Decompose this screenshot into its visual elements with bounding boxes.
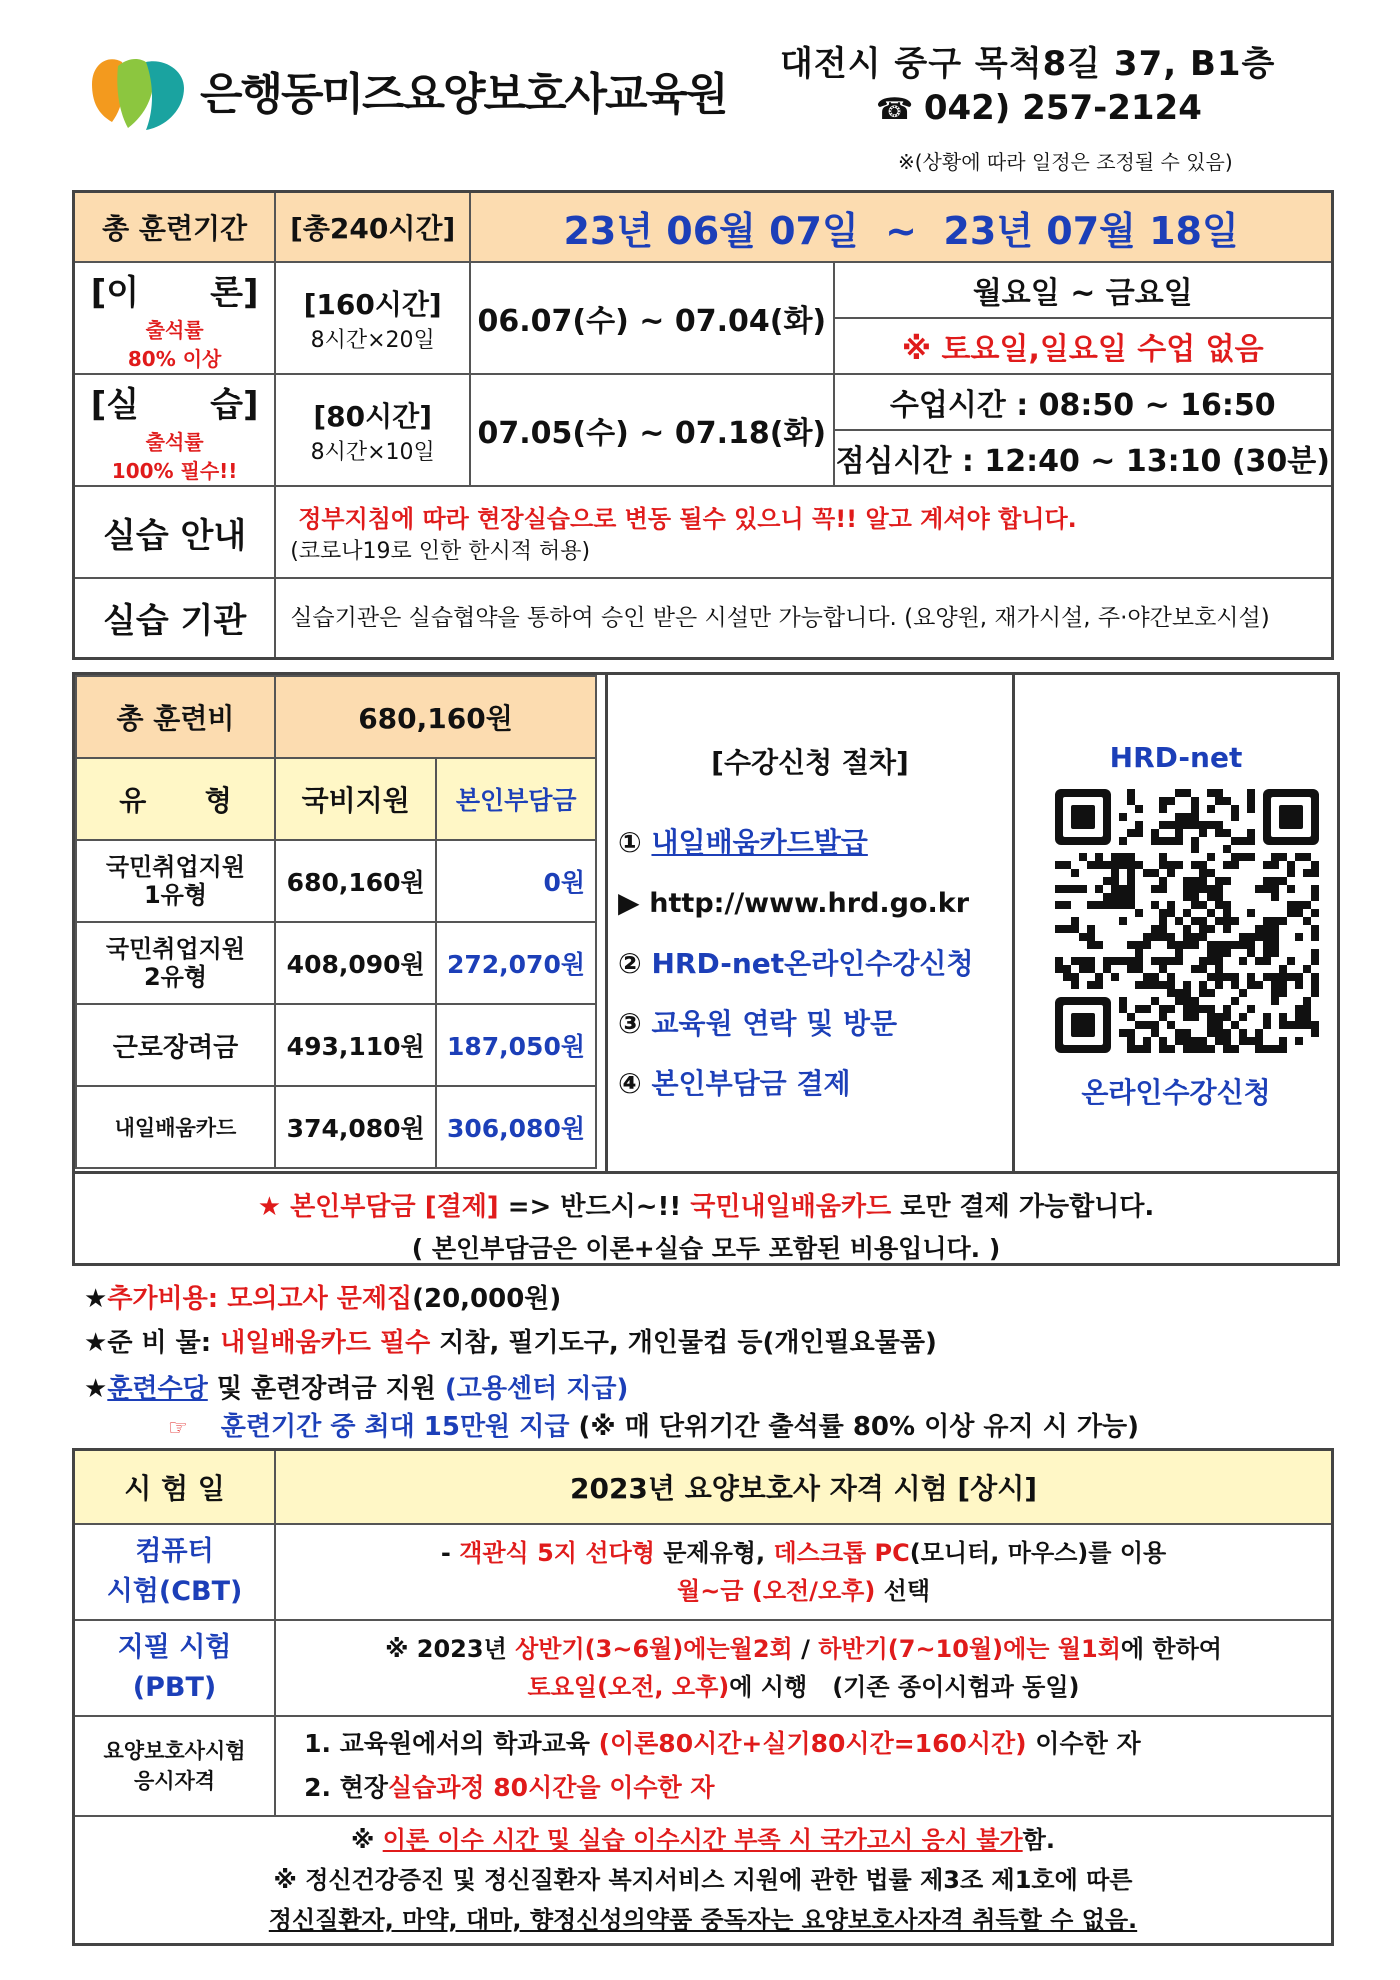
payment-note-line1 <box>75 1186 1337 1223</box>
star-icon: ★ <box>84 1328 108 1358</box>
practice-guide-label: 실습 안내 <box>74 486 276 578</box>
table-row <box>76 1086 596 1168</box>
cbt-device: 데스크톱 PC <box>773 1539 910 1567</box>
footnote-3: 정신질환자, 마약, 대마, 향정신성의약품 중독자는 요양보호사자격 취득할 수 없음. <box>268 1905 1138 1934</box>
schedule-table <box>72 190 1334 660</box>
fee-type: 근로장려금 <box>76 1004 275 1086</box>
theory-label: [이 론] <box>90 272 259 313</box>
pbt-pre: ※ 2023년 <box>385 1635 516 1663</box>
telephone-icon: ☎ <box>876 92 924 127</box>
practice-label: [실 습] <box>90 384 259 425</box>
practice-hours-cell <box>275 374 470 486</box>
fee-self: 272,070원 <box>436 922 596 1004</box>
supplies-required: 내일배움카드 필수 <box>220 1328 431 1358</box>
fee-type: 국민취업지원 2유형 <box>76 922 275 1004</box>
qualification-label: 요양보호사시험 <box>103 1739 246 1763</box>
total-period-label: 총 훈련기간 <box>74 192 276 263</box>
table-row <box>76 840 596 922</box>
fee-header-gov: 국비지원 <box>275 758 436 840</box>
fee-header-self: 본인부담금 <box>436 758 596 840</box>
qualification-label-sub: 응시자격 <box>133 1769 216 1793</box>
procedure-step <box>618 994 974 1054</box>
practice-attendance: 출석률 <box>145 429 204 454</box>
procedure-step <box>618 1054 974 1114</box>
cbt-device-note: (모니터, 마우스)를 이용 <box>909 1539 1167 1567</box>
pbt-second-half: 하반기(7~10월)에는 월1회 <box>818 1635 1121 1663</box>
theory-dates: 06.07(수) ~ 07.04(화) <box>470 262 833 374</box>
qr-section <box>1015 675 1337 1171</box>
payment-note-end: 로만 결제 가능합니다. <box>891 1192 1155 1222</box>
practice-institution-text: 실습기관은 실습협약을 통하여 승인 받은 시설만 가능합니다. (요양원, 재가시설, 주·야간보호시설) <box>275 578 1332 658</box>
practice-detail: 8시간×10일 <box>310 439 435 465</box>
step-link-card[interactable]: 내일배움카드발급 <box>651 826 868 859</box>
qr-code-icon[interactable] <box>1055 789 1319 1053</box>
pbt-limit: 에 한하여 <box>1120 1635 1222 1663</box>
exam-title: 2023년 요양보호사 자격 시험 [상시] <box>275 1450 1332 1525</box>
address: 대전시 중구 목척8길 37, B1층 <box>780 44 1276 84</box>
procedure-step <box>618 934 974 994</box>
fee-gov: 408,090원 <box>275 922 436 1004</box>
fee-gov: 374,080원 <box>275 1086 436 1168</box>
practice-guide-warning: 정부지침에 따라 현장실습으로 변동 될수 있으니 꼭!! 알고 계셔야 합니다. <box>298 505 1077 533</box>
practice-hours: [80시간] <box>313 399 432 433</box>
practice-attendance-rate: 100% 필수!! <box>111 458 238 483</box>
allowance-condition: (※ 매 단위기간 출석률 80% 이상 유지 시 가능) <box>569 1412 1139 1442</box>
pbt-label-sub: (PBT) <box>132 1672 217 1703</box>
application-procedure <box>605 675 1015 1171</box>
star-icon: ★ <box>257 1192 281 1222</box>
practice-guide-note: (코로나19로 인한 한시적 허용) <box>290 539 591 564</box>
step-text: HRD-net온라인수강신청 <box>651 947 974 980</box>
pbt-line2 <box>276 1668 1331 1706</box>
pbt-first-half: 상반기(3~6월)에는월2회 <box>515 1635 793 1663</box>
total-fee-value: 680,160원 <box>275 676 596 758</box>
fee-type: 국민취업지원 1유형 <box>76 840 275 922</box>
no-weekend-notice: ※ 토요일,일요일 수업 없음 <box>834 318 1333 374</box>
cbt-label-sub: 시험(CBT) <box>106 1576 243 1607</box>
star-icon: ★ <box>84 1374 108 1404</box>
supplies-label: 준 비 물: <box>107 1328 221 1358</box>
cbt-format: 객관식 5지 선다형 <box>459 1539 655 1567</box>
table-row <box>76 1004 596 1086</box>
fee-gov: 493,110원 <box>275 1004 436 1086</box>
fee-self: 187,050원 <box>436 1004 596 1086</box>
theory-hours-cell <box>275 262 470 374</box>
total-hours: [총240시간] <box>275 192 470 263</box>
qualification-label-cell <box>74 1716 276 1816</box>
extra-cost-line <box>84 1278 561 1315</box>
exam-table <box>72 1448 1334 1946</box>
step-marker: ④ <box>618 1067 642 1100</box>
exam-footnotes <box>74 1816 1333 1944</box>
payment-note <box>75 1171 1337 1266</box>
qual1-hours: (이론80시간+실기80시간=160시간) <box>598 1729 1027 1758</box>
qual1-end: 이수한 자 <box>1026 1729 1141 1758</box>
qualification-1 <box>304 1722 1331 1766</box>
fee-self: 0원 <box>436 840 596 922</box>
pbt-line1 <box>276 1630 1331 1668</box>
allowance-label: 훈련수당 <box>107 1374 208 1404</box>
practice-label-cell <box>74 374 276 486</box>
footnote-2: ※ 정신건강증진 및 정신질환자 복지서비스 지원에 관한 법률 제3조 제1호에 따른 <box>273 1865 1133 1894</box>
institution-name: 은행동미즈요양보호사교육원 <box>200 69 727 120</box>
cbt-label-cell <box>74 1524 276 1620</box>
pbt-sep: / <box>792 1635 819 1663</box>
total-fee-label: 총 훈련비 <box>76 676 275 758</box>
theory-hours: [160시간] <box>303 287 442 321</box>
fee-table <box>75 675 597 1169</box>
step-marker: ▶ <box>618 886 640 919</box>
qualification-2 <box>304 1766 1331 1810</box>
institution-logo <box>88 44 188 134</box>
theory-label-cell <box>74 262 276 374</box>
qr-caption: 온라인수강신청 <box>1081 1076 1271 1109</box>
cbt-line1 <box>276 1534 1331 1572</box>
phone-text: 042) 257-2124 <box>923 88 1202 128</box>
extra-cost-value: (20,000원) <box>412 1284 562 1314</box>
qual2-practice: 실습과정 80시간을 이수한 자 <box>387 1773 715 1802</box>
allowance-mid: 및 훈련장려금 지원 <box>207 1374 445 1404</box>
procedure-steps <box>618 813 974 1114</box>
pbt-note: 에 시행 (기존 종이시험과 동일) <box>729 1673 1080 1701</box>
payment-note-mid: => 반드시~!! <box>498 1192 691 1222</box>
fee-gov: 680,160원 <box>275 840 436 922</box>
step-link-url[interactable]: http://www.hrd.go.kr <box>649 888 970 919</box>
supplies-list: 지참, 필기도구, 개인물컵 등(개인필요물품) <box>430 1328 937 1358</box>
step-marker: ② <box>618 947 642 980</box>
step-text: 본인부담금 결제 <box>651 1067 851 1100</box>
cbt-detail <box>275 1524 1332 1620</box>
phone-number <box>876 88 1202 128</box>
practice-institution-label: 실습 기관 <box>74 578 276 658</box>
foot1-warning: 이론 이수 시간 및 실습 이수시간 부족 시 국가고시 응시 불가 <box>382 1825 1023 1854</box>
weekdays: 월요일 ~ 금요일 <box>834 262 1333 318</box>
pbt-detail <box>275 1620 1332 1716</box>
cbt-line2 <box>276 1572 1331 1610</box>
procedure-step <box>618 813 974 873</box>
star-icon: ★ <box>84 1284 108 1314</box>
foot1-pre: ※ <box>351 1825 383 1854</box>
fee-type: 내일배움카드 <box>76 1086 275 1168</box>
payment-note-line2: ( 본인부담금은 이론+실습 모두 포함된 비용입니다. ) <box>411 1234 1001 1263</box>
fee-header-type: 유 형 <box>76 758 275 840</box>
procedure-step <box>618 873 974 934</box>
extra-cost-label: 추가비용: 모의고사 문제집 <box>107 1284 413 1314</box>
procedure-title: [수강신청 절차] <box>711 746 909 779</box>
allowance-max: 훈련기간 중 최대 15만원 지급 <box>220 1412 570 1442</box>
qr-title: HRD-net <box>1109 741 1243 774</box>
total-date-range: 23년 06월 07일 ~ 23년 07월 18일 <box>470 192 1332 263</box>
allowance-source: (고용센터 지급) <box>444 1374 629 1404</box>
cbt-select: 선택 <box>875 1577 931 1605</box>
cbt-dash: - <box>440 1539 460 1567</box>
pbt-label-cell <box>74 1620 276 1716</box>
allowance-line <box>84 1368 628 1405</box>
fee-self: 306,080원 <box>436 1086 596 1168</box>
schedule-notice: ※(상황에 따라 일정은 조정될 수 있음) <box>898 150 1233 174</box>
practice-dates: 07.05(수) ~ 07.18(화) <box>470 374 833 486</box>
pbt-label: 지필 시험 <box>117 1632 232 1663</box>
theory-attendance-rate: 80% 이상 <box>127 346 222 371</box>
table-row <box>76 922 596 1004</box>
exam-date-label: 시 험 일 <box>74 1450 276 1525</box>
step-text: 교육원 연락 및 방문 <box>651 1007 898 1040</box>
cbt-mid: 문제유형, <box>654 1539 774 1567</box>
foot1-end: 함. <box>1022 1825 1055 1854</box>
cbt-label: 컴퓨터 <box>135 1536 214 1567</box>
payment-note-red1: 본인부담금 [결제] <box>290 1192 499 1222</box>
pbt-saturday: 토요일(오전, 오후) <box>527 1673 730 1701</box>
class-time: 수업시간 : 08:50 ~ 16:50 <box>834 374 1333 430</box>
supplies-line <box>84 1322 937 1359</box>
theory-attendance: 출석률 <box>145 317 204 342</box>
qualification-detail <box>275 1716 1332 1816</box>
theory-detail: 8시간×20일 <box>310 327 435 353</box>
qual2-pre: 2. 현장 <box>304 1773 388 1802</box>
payment-note-red2: 국민내일배움카드 <box>690 1192 892 1222</box>
lunch-time: 점심시간 : 12:40 ~ 13:10 (30분) <box>834 430 1333 486</box>
allowance-detail-line <box>168 1406 1139 1443</box>
practice-guide-cell <box>275 486 1332 578</box>
step-marker: ① <box>618 826 642 859</box>
qual1-pre: 1. 교육원에서의 학과교육 <box>304 1729 599 1758</box>
cbt-schedule: 월~금 (오전/오후) <box>677 1577 876 1605</box>
pointing-hand-icon: ☞ <box>168 1416 188 1441</box>
fee-section <box>72 672 1340 1266</box>
step-marker: ③ <box>618 1007 642 1040</box>
footnote-1 <box>75 1820 1331 1860</box>
